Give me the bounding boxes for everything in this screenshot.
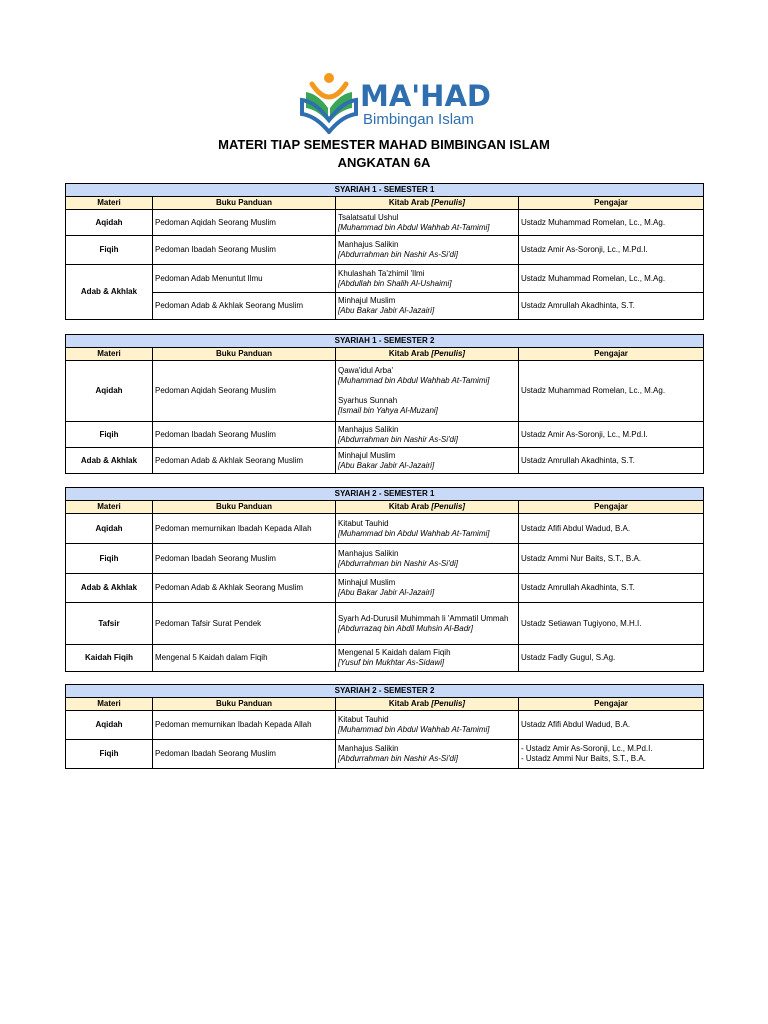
materi-cell: Kaidah Fiqih <box>66 645 153 672</box>
buku-cell: Pedoman Adab & Akhlak Seorang Muslim <box>153 448 336 474</box>
pengajar-cell: Ustadz Afifi Abdul Wadud, B.A. <box>519 514 704 544</box>
kitab-author: [Abdullah bin Shalih Al-Ushaimi] <box>338 278 452 288</box>
materi-cell: Aqidah <box>66 711 153 740</box>
header-buku: Buku Panduan <box>153 197 336 210</box>
semester-table-syariah1-sem2 <box>65 334 704 474</box>
buku-cell: Pedoman memurnikan Ibadah Kepada Allah <box>153 711 336 740</box>
buku-cell: Pedoman Aqidah Seorang Muslim <box>153 361 336 422</box>
kitab-title: Mengenal 5 Kaidah dalam Fiqih <box>338 648 451 657</box>
pengajar-cell: Ustadz Ammi Nur Baits, S.T., B.A. <box>519 544 704 574</box>
header-row <box>66 348 704 361</box>
mahad-logo <box>298 70 491 134</box>
kitab-cell <box>336 574 519 603</box>
semester-title: SYARIAH 1 - SEMESTER 1 <box>66 184 704 197</box>
materi-cell: Fiqih <box>66 740 153 769</box>
table-row <box>66 544 704 574</box>
kitab-author: [Abdurrazaq bin Abdil Muhsin Al-Badr] <box>338 623 474 633</box>
header-kitab-penulis: [Penulis] <box>431 349 466 358</box>
buku-cell: Pedoman Adab & Akhlak Seorang Muslim <box>153 574 336 603</box>
header-materi: Materi <box>66 348 153 361</box>
kitab-cell <box>336 603 519 645</box>
table-row <box>66 448 704 474</box>
header-kitab-penulis: [Penulis] <box>431 699 466 708</box>
header-materi: Materi <box>66 698 153 711</box>
buku-cell: Pedoman Ibadah Seorang Muslim <box>153 422 336 448</box>
buku-cell: Pedoman Adab & Akhlak Seorang Muslim <box>153 293 336 320</box>
kitab-cell <box>336 740 519 769</box>
pengajar-cell: Ustadz Amir As-Soronji, Lc., M.Pd.I. <box>519 422 704 448</box>
kitab-cell <box>336 293 519 320</box>
table-row <box>66 293 704 320</box>
page-subtitle: ANGKATAN 6A <box>337 155 431 170</box>
materi-cell: Fiqih <box>66 236 153 265</box>
header-kitab-label: Kitab Arab <box>388 502 430 511</box>
kitab-author: [Abdurrahman bin Nashir As-Si'di] <box>338 558 458 568</box>
table-row <box>66 514 704 544</box>
header-materi: Materi <box>66 197 153 210</box>
header-buku: Buku Panduan <box>153 698 336 711</box>
kitab-cell <box>336 645 519 672</box>
header-kitab-label: Kitab Arab <box>388 198 430 207</box>
kitab-title: Manhajus Salikin <box>338 548 399 558</box>
table-row <box>66 236 704 265</box>
header-buku: Buku Panduan <box>153 348 336 361</box>
semester-title: SYARIAH 2 - SEMESTER 1 <box>66 488 704 501</box>
kitab-author: [Abu Bakar Jabir Al-Jazairi] <box>338 306 435 315</box>
buku-cell: Pedoman Adab Menuntut Ilmu <box>153 265 336 293</box>
kitab-author: [Muhammad bin Abdul Wahhab At-Tamimi] <box>338 222 490 232</box>
buku-cell: Pedoman Aqidah Seorang Muslim <box>153 210 336 236</box>
pengajar-cell: Ustadz Fadly Gugul, S.Ag. <box>519 645 704 672</box>
semester-table-syariah1-sem1 <box>65 183 704 320</box>
kitab-author: [Yusuf bin Mukhtar As-Sidawi] <box>338 658 445 667</box>
materi-cell: Adab & Akhlak <box>66 448 153 474</box>
materi-cell: Aqidah <box>66 361 153 422</box>
pengajar-cell: Ustadz Muhammad Romelan, Lc., M.Ag. <box>519 361 704 422</box>
table-row <box>66 603 704 645</box>
header-kitab <box>336 501 519 514</box>
table-row <box>66 210 704 236</box>
page-title: MATERI TIAP SEMESTER MAHAD BIMBINGAN ISLAM <box>218 137 550 152</box>
kitab-cell <box>336 514 519 544</box>
kitab-cell <box>336 265 519 293</box>
header-row <box>66 698 704 711</box>
pengajar-cell: Ustadz Setiawan Tugiyono, M.H.I. <box>519 603 704 645</box>
kitab-cell <box>336 448 519 474</box>
kitab-cell <box>336 210 519 236</box>
materi-cell: Aqidah <box>66 210 153 236</box>
buku-cell: Pedoman Ibadah Seorang Muslim <box>153 544 336 574</box>
buku-cell: Pedoman Tafsir Surat Pendek <box>153 603 336 645</box>
materi-cell: Aqidah <box>66 514 153 544</box>
kitab-author: [Abdurrahman bin Nashir As-Si'di] <box>338 754 458 763</box>
kitab-title: Manhajus Salikin <box>338 240 399 249</box>
semester-table-syariah2-sem2 <box>65 684 704 769</box>
header-row <box>66 501 704 514</box>
table-row <box>66 740 704 769</box>
table-row <box>66 645 704 672</box>
kitab-author: [Muhammad bin Abdul Wahhab At-Tamimi] <box>338 376 490 385</box>
header-pengajar: Pengajar <box>519 698 704 711</box>
header-kitab <box>336 197 519 210</box>
semester-title: SYARIAH 2 - SEMESTER 2 <box>66 685 704 698</box>
buku-cell: Pedoman memurnikan Ibadah Kepada Allah <box>153 514 336 544</box>
kitab-author: [Abu Bakar Jabir Al-Jazairi] <box>338 588 435 597</box>
pengajar-cell: Ustadz Afifi Abdul Wadud, B.A. <box>519 711 704 740</box>
table-row <box>66 574 704 603</box>
header-buku: Buku Panduan <box>153 501 336 514</box>
kitab-author: [Muhammad bin Abdul Wahhab At-Tamimi] <box>338 725 490 734</box>
pengajar-line: - Ustadz Amir As-Soronji, Lc., M.Pd.I. <box>521 744 653 753</box>
pengajar-cell <box>519 740 704 769</box>
materi-cell: Adab & Akhlak <box>66 265 153 320</box>
open-book-person-icon <box>298 70 360 134</box>
kitab-cell <box>336 422 519 448</box>
kitab-cell <box>336 711 519 740</box>
kitab-cell <box>336 544 519 574</box>
buku-cell: Pedoman Ibadah Seorang Muslim <box>153 236 336 265</box>
semester-table-syariah2-sem1 <box>65 487 704 672</box>
header-kitab <box>336 348 519 361</box>
header-kitab-penulis: [Penulis] <box>431 502 466 511</box>
header-pengajar: Pengajar <box>519 348 704 361</box>
buku-cell: Mengenal 5 Kaidah dalam Fiqih <box>153 645 336 672</box>
kitab-title: Qawa'idul Arba' <box>338 366 394 375</box>
buku-cell: Pedoman Ibadah Seorang Muslim <box>153 740 336 769</box>
table-row <box>66 265 704 293</box>
header-kitab-label: Kitab Arab <box>388 349 430 358</box>
header-pengajar: Pengajar <box>519 501 704 514</box>
materi-cell: Fiqih <box>66 422 153 448</box>
header-pengajar: Pengajar <box>519 197 704 210</box>
kitab-title: Manhajus Salikin <box>338 424 399 434</box>
kitab-title: Khulashah Ta'zhimil 'Ilmi <box>338 268 425 278</box>
header-materi: Materi <box>66 501 153 514</box>
pengajar-cell: Ustadz Muhammad Romelan, Lc., M.Ag. <box>519 265 704 293</box>
header-kitab-penulis: [Penulis] <box>431 198 466 207</box>
pengajar-cell: Ustadz Amrullah Akadhinta, S.T. <box>519 448 704 474</box>
header-kitab-label: Kitab Arab <box>388 699 430 708</box>
materi-cell: Tafsir <box>66 603 153 645</box>
kitab-author: [Abdurrahman bin Nashir As-Si'di] <box>338 434 458 444</box>
kitab-title: Syarh Ad-Durusil Muhimmah li 'Ammatil Ummah <box>338 613 509 623</box>
brand-subtitle: Bimbingan Islam <box>363 111 474 128</box>
table-row <box>66 711 704 740</box>
pengajar-cell: Ustadz Amrullah Akadhinta, S.T. <box>519 574 704 603</box>
kitab-title: Minhajul Muslim <box>338 578 396 587</box>
pengajar-cell: Ustadz Amrullah Akadhinta, S.T. <box>519 293 704 320</box>
table-row <box>66 361 704 422</box>
materi-cell: Adab & Akhlak <box>66 574 153 603</box>
semester-title: SYARIAH 1 - SEMESTER 2 <box>66 335 704 348</box>
kitab-title: Minhajul Muslim <box>338 450 396 460</box>
kitab-cell <box>336 236 519 265</box>
header-row <box>66 197 704 210</box>
kitab-author: [Muhammad bin Abdul Wahhab At-Tamimi] <box>338 528 490 538</box>
kitab-title: Syarhus Sunnah <box>338 396 398 405</box>
kitab-title: Minhajul Muslim <box>338 296 396 305</box>
kitab-author: [Abdurrahman bin Nashir As-Si'di] <box>338 250 458 259</box>
pengajar-cell: Ustadz Muhammad Romelan, Lc., M.Ag. <box>519 210 704 236</box>
pengajar-line: - Ustadz Ammi Nur Baits, S.T., B.A. <box>521 754 646 763</box>
materi-cell: Fiqih <box>66 544 153 574</box>
kitab-title: Manhajus Salikin <box>338 744 399 753</box>
kitab-title: Kitabut Tauhid <box>338 518 389 528</box>
brand-name: MA'HAD <box>360 79 491 113</box>
table-row <box>66 422 704 448</box>
header-kitab <box>336 698 519 711</box>
kitab-author: [Abu Bakar Jabir Al-Jazairi] <box>338 460 435 470</box>
kitab-title: Tsalatsatul Ushul <box>338 212 399 222</box>
kitab-cell <box>336 361 519 422</box>
kitab-title: Kitabut Tauhid <box>338 715 389 724</box>
kitab-author: [Ismail bin Yahya Al-Muzani] <box>338 406 438 415</box>
pengajar-cell: Ustadz Amir As-Soronji, Lc., M.Pd.I. <box>519 236 704 265</box>
